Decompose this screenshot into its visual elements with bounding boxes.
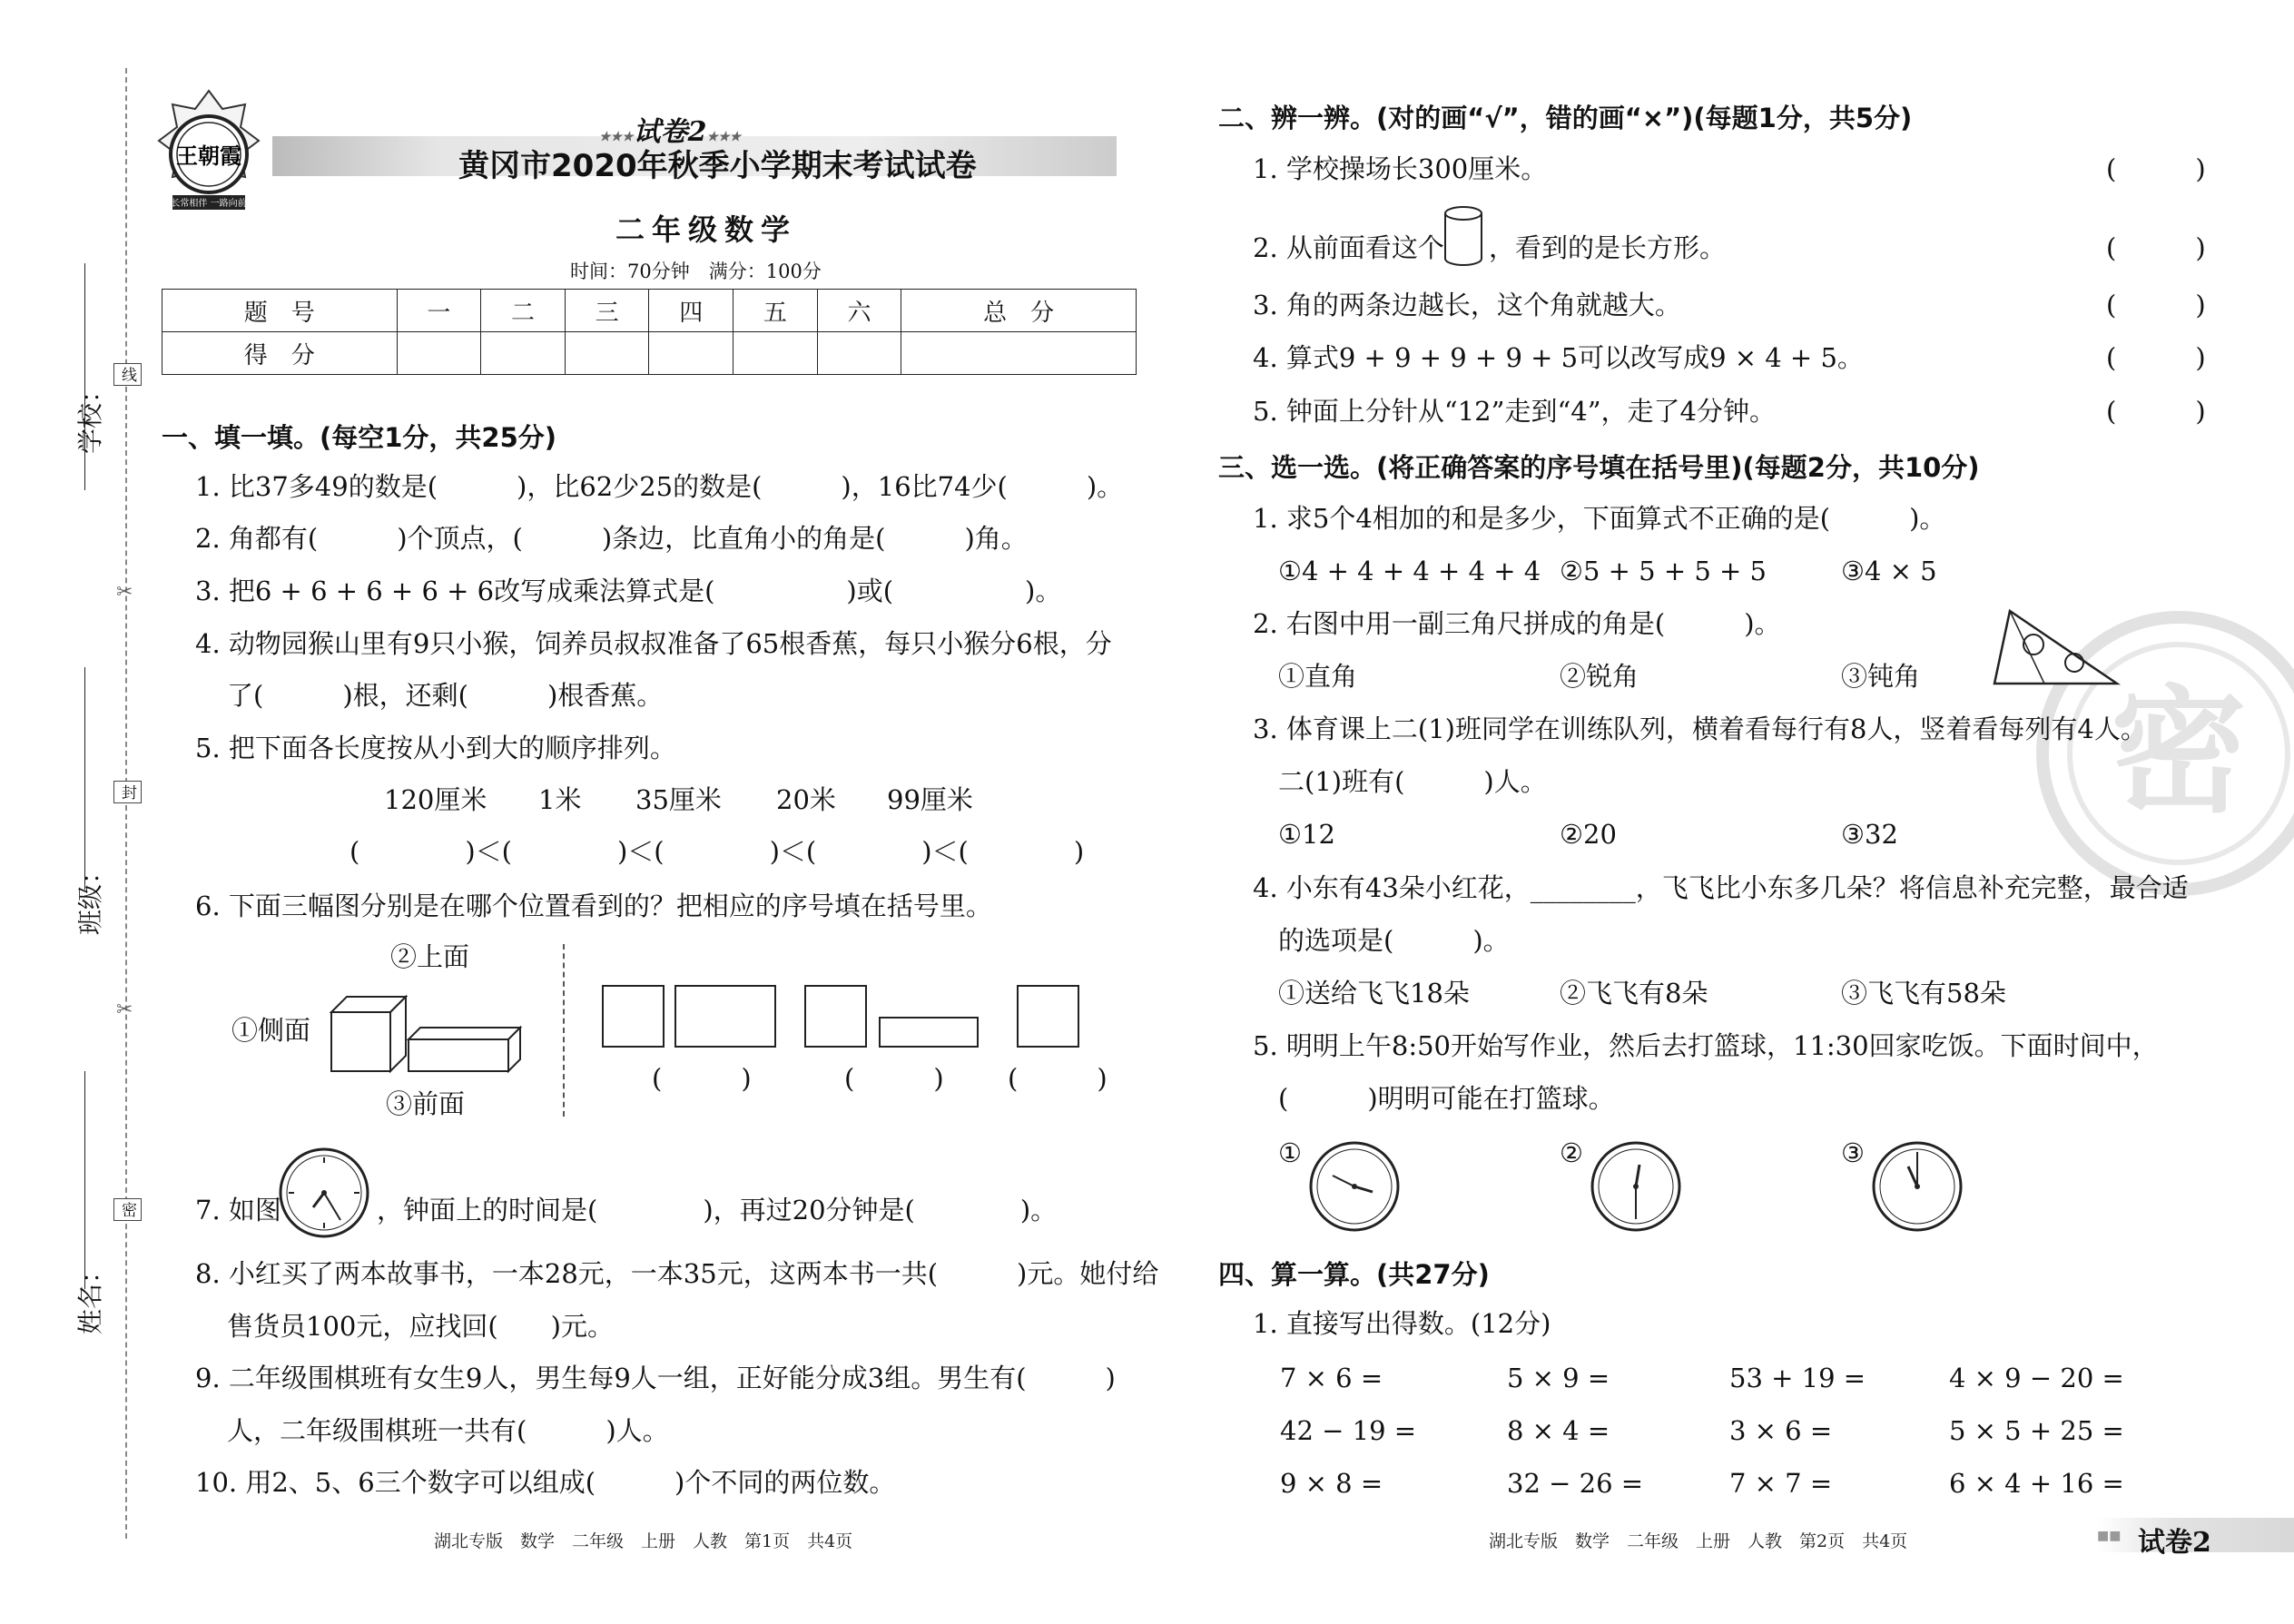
table-cell: 六	[817, 290, 901, 332]
option[interactable]: ①12	[1278, 819, 1335, 850]
question-1-7: 7. 如图	[195, 1195, 281, 1225]
order-blanks[interactable]: ( )＜( )＜( )＜( )＜( )	[350, 836, 1085, 867]
question-3-4: 4. 小东有43朵小红花，________，飞飞比小东多几朵？将信息补充完整，最合适	[1253, 872, 2189, 903]
calc-item[interactable]: 42 − 19 =	[1280, 1415, 1417, 1446]
section-3-title: 三、选一选。(将正确答案的序号填在括号里)(每题2分，共10分)	[1218, 452, 1980, 483]
option[interactable]: ②	[1560, 1137, 1583, 1168]
class-field[interactable]	[84, 667, 85, 890]
question-2-4: 4. 算式9 + 9 + 9 + 9 + 5可以改写成9 × 4 + 5。	[1253, 342, 1864, 373]
score-cell[interactable]	[817, 332, 901, 375]
question-3-2: 2. 右图中用一副三角尺拼成的角是( )。	[1253, 608, 1781, 639]
triangle-rulers-figure	[1990, 606, 2126, 688]
calc-item[interactable]: 53 + 19 =	[1729, 1363, 1866, 1393]
answer-bracket[interactable]: ( )	[2106, 153, 2206, 184]
table-cell: 一	[397, 290, 481, 332]
table-cell: 得 分	[162, 332, 398, 375]
question-3-3: 3. 体育课上二(1)班同学在训练队列，横着看每行有8人，竖着看每列有4人。	[1253, 714, 2147, 744]
option[interactable]: ③飞飞有58朵	[1841, 978, 2006, 1009]
divider	[563, 944, 565, 1117]
footer-right: 湖北专版 数学 二年级 上册 人教 第2页 共4页	[1489, 1531, 1908, 1551]
length-item: 20米	[776, 784, 836, 815]
view-label-side: ①侧面	[231, 1015, 311, 1046]
calc-item[interactable]: 4 × 9 − 20 =	[1949, 1363, 2124, 1393]
length-item: 120厘米	[384, 784, 487, 815]
view-square-2	[804, 985, 867, 1048]
score-cell[interactable]	[565, 332, 649, 375]
question-2-1: 1. 学校操场长300厘米。	[1253, 153, 1548, 184]
solids-figure	[327, 989, 527, 1089]
binding-label-mi: 密	[113, 1198, 142, 1221]
question-1-9: 9. 二年级围棋班有女生9人，男生每9人一组，正好能分成3组。男生有( )	[195, 1363, 1116, 1393]
exam-title: 黄冈市2020年秋季小学期末考试试卷	[458, 148, 977, 184]
view-label-front: ③前面	[386, 1088, 466, 1119]
table-cell: 题 号	[162, 290, 398, 332]
question-1-9-cont: 人，二年级围棋班一共有( )人。	[227, 1415, 669, 1446]
clock-icon	[1870, 1139, 1965, 1235]
paper-badge: ★★★试卷2★★★	[599, 116, 742, 148]
binding-label-feng: 封	[113, 781, 142, 803]
name-field[interactable]	[84, 1071, 85, 1289]
answer-bracket[interactable]: ( )	[2106, 290, 2206, 320]
option[interactable]: ②锐角	[1560, 661, 1639, 692]
time-info: 时间：70分钟 满分：100分	[570, 261, 822, 282]
answer-bracket[interactable]: ( )	[2106, 342, 2206, 373]
table-cell: 四	[649, 290, 733, 332]
score-table-header-row	[162, 290, 1137, 332]
cylinder-icon	[1442, 204, 1485, 270]
clock-icon	[1589, 1139, 1684, 1235]
question-1-2: 2. 角都有( )个顶点，( )条边，比直角小的角是( )角。	[195, 523, 1028, 554]
binding-dashed-line	[125, 68, 127, 1539]
svg-text:密: 密	[2110, 674, 2248, 832]
question-1-6: 6. 下面三幅图分别是在哪个位置看到的？把相应的序号填在括号里。	[195, 891, 992, 921]
score-cell[interactable]	[901, 332, 1137, 375]
option[interactable]: ①直角	[1278, 661, 1358, 692]
view-square-1	[602, 985, 665, 1048]
option[interactable]: ②飞飞有8朵	[1560, 978, 1708, 1009]
answer-bracket[interactable]: ( )	[1008, 1063, 1108, 1094]
section-2-title: 二、辨一辨。(对的画“√”，错的画“×”)(每题1分，共5分)	[1218, 103, 1913, 133]
calc-item[interactable]: 5 × 9 =	[1507, 1363, 1610, 1393]
calc-item[interactable]: 7 × 7 =	[1729, 1468, 1833, 1499]
svg-text:成长常相伴 一路向前冲: 成长常相伴 一路向前冲	[162, 199, 256, 209]
question-3-5-cont: ( )明明可能在打篮球。	[1278, 1083, 1615, 1114]
question-2-2: 2. 从前面看这个	[1253, 232, 1444, 263]
option[interactable]: ②5 + 5 + 5 + 5	[1560, 556, 1767, 586]
question-1-3: 3. 把6 + 6 + 6 + 6 + 6改写成乘法算式是( )或( )。	[195, 576, 1062, 606]
footer-left: 湖北专版 数学 二年级 上册 人教 第1页 共4页	[434, 1531, 853, 1551]
brand-logo	[154, 86, 263, 231]
question-1-1: 1. 比37多49的数是( )，比62少25的数是( )，16比74少( )。	[195, 471, 1124, 502]
question-4-1: 1. 直接写出得数。(12分)	[1253, 1308, 1551, 1339]
clock-icon	[277, 1146, 372, 1241]
answer-bracket[interactable]: ( )	[844, 1063, 944, 1094]
question-3-1: 1. 求5个4相加的和是多少，下面算式不正确的是( )。	[1253, 503, 1946, 534]
view-rect-1	[674, 985, 776, 1048]
option[interactable]: ③	[1841, 1137, 1865, 1168]
score-cell[interactable]	[481, 332, 566, 375]
question-1-5: 5. 把下面各长度按从小到大的顺序排列。	[195, 733, 676, 763]
subject-title: 二年级数学	[615, 212, 798, 247]
length-item: 35厘米	[635, 784, 722, 815]
school-label: 学校：	[75, 377, 105, 454]
table-cell: 总 分	[901, 290, 1137, 332]
footer-tag: 试卷2	[2138, 1527, 2211, 1559]
score-cell[interactable]	[397, 332, 481, 375]
score-cell[interactable]	[649, 332, 733, 375]
footer-tag-dots: ■■	[2097, 1529, 2122, 1543]
score-table-score-row	[162, 332, 1137, 375]
binding-label-xian: 线	[113, 363, 142, 386]
calc-item[interactable]: 32 − 26 =	[1507, 1468, 1644, 1499]
option[interactable]: ③钝角	[1841, 661, 1921, 692]
question-1-10: 10. 用2、5、6三个数字可以组成( )个不同的两位数。	[195, 1467, 896, 1498]
view-label-top: ②上面	[390, 941, 470, 972]
section-4-title: 四、算一算。(共27分)	[1218, 1259, 1490, 1290]
table-cell: 三	[565, 290, 649, 332]
question-1-8-cont: 售货员100元，应找回( )元。	[227, 1311, 614, 1342]
option[interactable]: ②20	[1560, 819, 1617, 850]
question-2-2-cont: ，看到的是长方形。	[1489, 232, 1727, 263]
option[interactable]: ③4 × 5	[1841, 556, 1937, 586]
question-1-7-cont: ，钟面上的时间是( )，再过20分钟是( )。	[377, 1195, 1058, 1225]
table-cell: 五	[733, 290, 818, 332]
calc-item[interactable]: 9 × 8 =	[1280, 1468, 1383, 1499]
svg-text:王朝霞: 王朝霞	[176, 143, 241, 169]
answer-bracket[interactable]: ( )	[652, 1063, 752, 1094]
question-2-3: 3. 角的两条边越长，这个角就越大。	[1253, 290, 1681, 320]
question-3-5: 5. 明明上午8:50开始写作业，然后去打篮球，11:30回家吃饭。下面时间中，	[1253, 1030, 2159, 1061]
calc-item[interactable]: 5 × 5 + 25 =	[1949, 1415, 2124, 1446]
option[interactable]: ①送给飞飞18朵	[1278, 978, 1470, 1009]
option[interactable]: ①4 + 4 + 4 + 4 + 4	[1278, 556, 1541, 586]
calc-item[interactable]: 6 × 4 + 16 =	[1949, 1468, 2124, 1499]
scissors-icon: ✂	[116, 581, 133, 604]
scissors-icon: ✂	[116, 999, 133, 1021]
score-cell[interactable]	[733, 332, 818, 375]
length-item: 99厘米	[887, 784, 973, 815]
length-item: 1米	[538, 784, 582, 815]
question-3-4-cont: 的选项是( )。	[1278, 925, 1510, 956]
question-1-4: 4. 动物园猴山里有9只小猴，饲养员叔叔准备了65根香蕉，每只小猴分6根，分	[195, 628, 1112, 659]
section-1-title: 一、填一填。(每空1分，共25分)	[162, 422, 557, 453]
option[interactable]: ①	[1278, 1137, 1302, 1168]
calc-item[interactable]: 3 × 6 =	[1729, 1415, 1833, 1446]
calc-item[interactable]: 8 × 4 =	[1507, 1415, 1610, 1446]
table-cell: 二	[481, 290, 566, 332]
class-label: 班级：	[75, 858, 105, 935]
view-rect-2	[879, 1017, 979, 1048]
calc-item[interactable]: 7 × 6 =	[1280, 1363, 1383, 1393]
school-field[interactable]	[84, 263, 85, 490]
question-1-8: 8. 小红买了两本故事书，一本28元，一本35元，这两本书一共( )元。她付给	[195, 1258, 1159, 1289]
clock-icon	[1307, 1139, 1403, 1235]
view-square-3	[1017, 985, 1079, 1048]
question-1-4-cont: 了( )根，还剩( )根香蕉。	[227, 680, 664, 711]
answer-bracket[interactable]: ( )	[2106, 396, 2206, 427]
question-3-3-cont: 二(1)班有( )人。	[1278, 766, 1547, 797]
answer-bracket[interactable]: ( )	[2106, 232, 2206, 263]
option[interactable]: ③32	[1841, 819, 1898, 850]
score-table	[162, 289, 1137, 375]
name-label: 姓名：	[75, 1257, 105, 1334]
question-2-5: 5. 钟面上分针从“12”走到“4”，走了4分钟。	[1253, 396, 1776, 427]
